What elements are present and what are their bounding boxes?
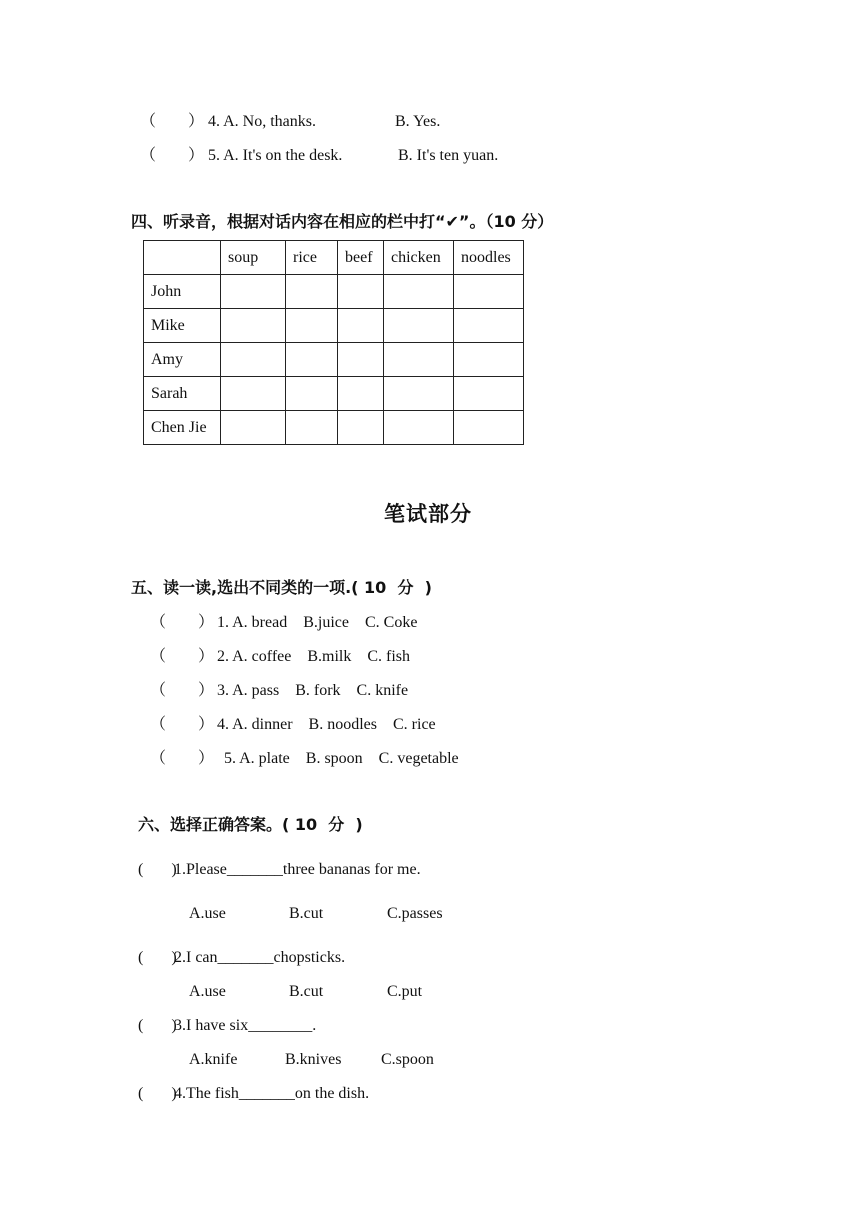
header-cell: rice [286, 241, 338, 275]
check-cell[interactable] [286, 377, 338, 411]
header-cell: noodles [454, 241, 524, 275]
question-text: 3. A. pass B. fork C. knife [217, 682, 409, 699]
check-cell[interactable] [338, 411, 384, 445]
option-b: B. Yes. [395, 113, 441, 130]
option-a: A.knife [189, 1051, 238, 1068]
check-cell[interactable] [338, 309, 384, 343]
header-cell: beef [338, 241, 384, 275]
option-b: B. It's ten yuan. [398, 147, 499, 164]
header-cell [144, 241, 221, 275]
option-c: C.put [387, 983, 423, 1000]
row-label: Sarah [144, 377, 221, 411]
table-row [144, 411, 524, 445]
check-cell[interactable] [454, 275, 524, 309]
check-cell[interactable] [454, 343, 524, 377]
answer-paren[interactable]: （ ） [150, 716, 215, 733]
check-cell[interactable] [338, 343, 384, 377]
question-text: 2. A. coffee B.milk C. fish [217, 648, 411, 665]
check-cell[interactable] [384, 411, 454, 445]
table-row [144, 309, 524, 343]
answer-paren[interactable]: （ ） [150, 648, 215, 665]
written-part-title: 笔试部分 [384, 502, 472, 526]
check-cell[interactable] [221, 275, 286, 309]
answer-paren[interactable]: ( ) [138, 861, 177, 878]
question-text: 5. A. plate B. spoon C. vegetable [220, 750, 459, 767]
question-text: 5. A. It's on the desk. [208, 147, 343, 164]
question-text: 4.The fish_______on the dish. [174, 1085, 370, 1102]
option-a: A.use [189, 983, 226, 1000]
header-cell: soup [221, 241, 286, 275]
question-text: 1.Please_______three bananas for me. [174, 861, 421, 878]
check-cell[interactable] [286, 309, 338, 343]
answer-paren[interactable]: ( ) [138, 1017, 177, 1034]
option-b: B.knives [285, 1051, 342, 1068]
row-label: Chen Jie [144, 411, 221, 445]
table-row [144, 343, 524, 377]
question-text: 2.I can_______chopsticks. [174, 949, 346, 966]
check-cell[interactable] [338, 275, 384, 309]
answer-paren[interactable]: （ ） [140, 147, 205, 164]
option-b: B.cut [289, 983, 324, 1000]
question-text: 3.I have six________. [174, 1017, 317, 1034]
table-row [144, 377, 524, 411]
check-cell[interactable] [384, 309, 454, 343]
check-cell[interactable] [221, 343, 286, 377]
check-cell[interactable] [384, 275, 454, 309]
check-cell[interactable] [454, 411, 524, 445]
check-cell[interactable] [221, 309, 286, 343]
row-label: John [144, 275, 221, 309]
food-preference-table [143, 240, 524, 445]
option-a: A.use [189, 905, 226, 922]
check-cell[interactable] [286, 411, 338, 445]
check-cell[interactable] [221, 377, 286, 411]
check-cell[interactable] [454, 377, 524, 411]
row-label: Mike [144, 309, 221, 343]
question-text: 1. A. bread B.juice C. Coke [217, 614, 418, 631]
answer-paren[interactable]: （ ） [150, 614, 215, 631]
check-cell[interactable] [384, 343, 454, 377]
answer-paren[interactable]: ( ) [138, 949, 177, 966]
answer-paren[interactable]: （ ） [150, 750, 215, 767]
check-cell[interactable] [338, 377, 384, 411]
option-c: C.spoon [381, 1051, 434, 1068]
answer-paren[interactable]: ( ) [138, 1085, 177, 1102]
check-cell[interactable] [221, 411, 286, 445]
table-header-row [144, 241, 524, 275]
section4-heading: 四、听录音，根据对话内容在相应的栏中打“✔”。（10 分） [131, 212, 554, 231]
question-text: 4. A. No, thanks. [208, 113, 316, 130]
answer-paren[interactable]: （ ） [140, 113, 205, 130]
answer-paren[interactable]: （ ） [150, 682, 215, 699]
table-row [144, 275, 524, 309]
question-text: 4. A. dinner B. noodles C. rice [217, 716, 436, 733]
option-c: C.passes [387, 905, 443, 922]
check-cell[interactable] [384, 377, 454, 411]
header-cell: chicken [384, 241, 454, 275]
check-cell[interactable] [286, 343, 338, 377]
row-label: Amy [144, 343, 221, 377]
check-cell[interactable] [454, 309, 524, 343]
section6-heading: 六、选择正确答案。( 10 分 ) [138, 815, 363, 834]
check-cell[interactable] [286, 275, 338, 309]
option-b: B.cut [289, 905, 324, 922]
section5-heading: 五、读一读,选出不同类的一项.( 10 分 ) [131, 578, 432, 597]
